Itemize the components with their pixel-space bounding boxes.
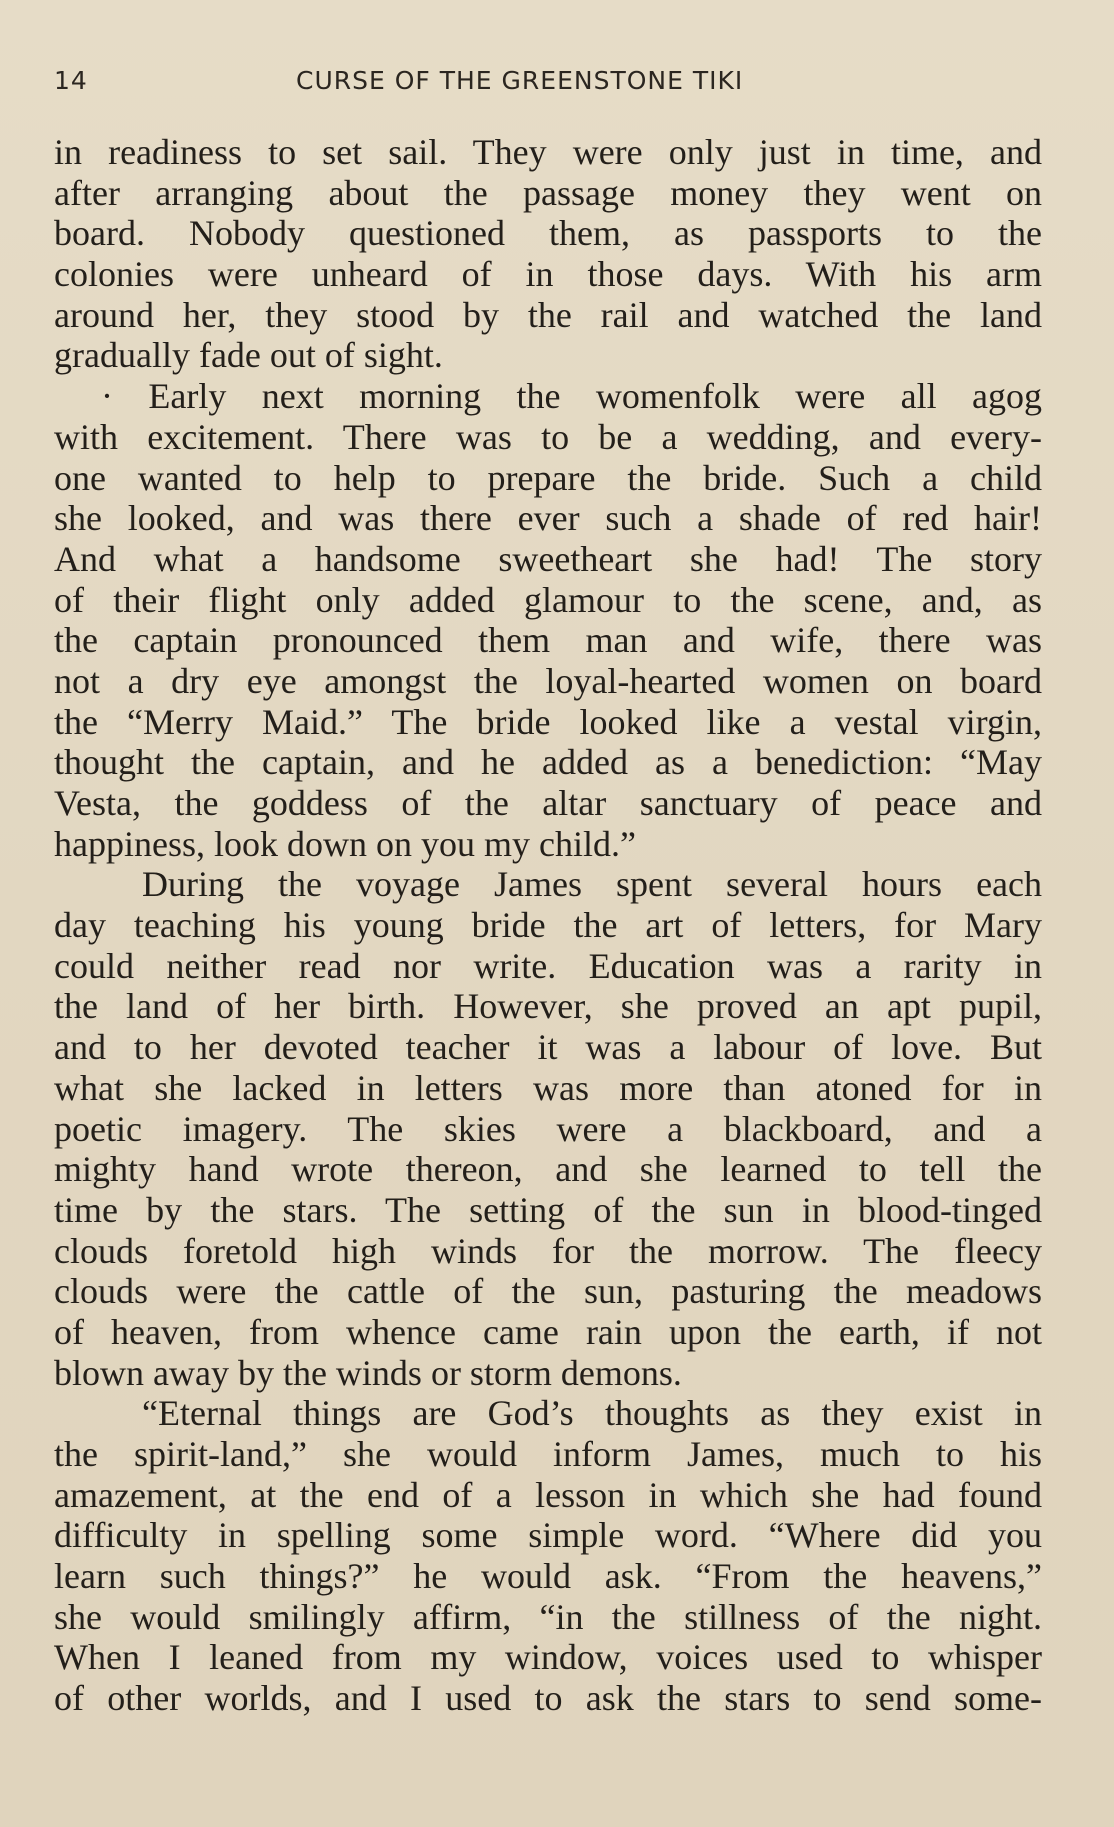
text-line: difficulty in spelling some simple word. “Where did you [54, 1515, 1042, 1556]
text-line: one wanted to help to prepare the bride. Such a child [54, 457, 1042, 498]
text-line: the “Merry Maid.” The bride looked like a vestal virgin, [54, 701, 1042, 742]
text-line: the land of her birth. However, she proved an apt pupil, [54, 986, 1042, 1027]
text-line: board. Nobody questioned them, as passports to the [54, 213, 1042, 254]
text-line: amazement, at the end of a lesson in which she had found [54, 1474, 1042, 1515]
text-line: During the voyage James spent several hours each [142, 864, 1042, 905]
text-line: she would smilingly affirm, “in the stillness of the night. [54, 1596, 1042, 1637]
text-line: When I leaned from my window, voices used to whisper [54, 1637, 1042, 1678]
text-line: gradually fade out of sight. [54, 335, 443, 376]
text-line: time by the stars. The setting of the sun in blood-tinged [54, 1189, 1042, 1230]
page-number: 14 [54, 66, 88, 95]
text-line: around her, they stood by the rail and watched the land [54, 294, 1042, 335]
text-line: in readiness to set sail. They were only just in time, and [54, 132, 1042, 172]
text-line: clouds foretold high winds for the morrow. The fleecy [54, 1230, 1042, 1271]
text-line: of other worlds, and I used to ask the stars to send some- [54, 1678, 1042, 1719]
text-line: blown away by the winds or storm demons. [54, 1352, 682, 1393]
text-line: day teaching his young bride the art of letters, for Mary [54, 905, 1042, 946]
running-head [54, 66, 1054, 102]
body-text [54, 132, 1042, 1719]
text-line: and to her devoted teacher it was a labour of love. But [54, 1027, 1042, 1068]
text-line: what she lacked in letters was more than atoned for in [54, 1067, 1042, 1108]
text-line: the captain pronounced them man and wife, there was [54, 620, 1042, 661]
text-line: after arranging about the passage money they went on [54, 172, 1042, 213]
text-line: mighty hand wrote thereon, and she learned to tell the [54, 1149, 1042, 1190]
text-line: · Early next morning the womenfolk were all agog [101, 376, 1042, 417]
text-line: happiness, look down on you my child.” [54, 823, 636, 864]
text-line: colonies were unheard of in those days. With his arm [54, 254, 1042, 295]
text-line: she looked, and was there ever such a shade of red hair! [54, 498, 1042, 539]
text-line: the spirit-land,” she would inform James, much to his [54, 1434, 1042, 1474]
text-line: poetic imagery. The skies were a blackboard, and a [54, 1108, 1042, 1149]
text-line: “Eternal things are God’s thoughts as they exist in [142, 1393, 1042, 1434]
text-line: of their flight only added glamour to the scene, and, as [54, 579, 1042, 620]
text-line: not a dry eye amongst the loyal-hearted women on board [54, 660, 1042, 701]
running-title: CURSE OF THE GREENSTONE TIKI [296, 66, 744, 95]
text-line: thought the captain, and he added as a benediction: “May [54, 742, 1042, 783]
text-line: clouds were the cattle of the sun, pasturing the meadows [54, 1271, 1042, 1312]
text-line: with excitement. There was to be a wedding, and every- [54, 416, 1042, 457]
text-line: learn such things?” he would ask. “From the heavens,” [54, 1556, 1042, 1597]
text-line: could neither read nor write. Education was a rarity in [54, 945, 1042, 986]
text-line: And what a handsome sweetheart she had! The story [54, 538, 1042, 579]
text-line: of heaven, from whence came rain upon the earth, if not [54, 1311, 1042, 1352]
text-line: Vesta, the goddess of the altar sanctuary of peace and [54, 783, 1042, 823]
